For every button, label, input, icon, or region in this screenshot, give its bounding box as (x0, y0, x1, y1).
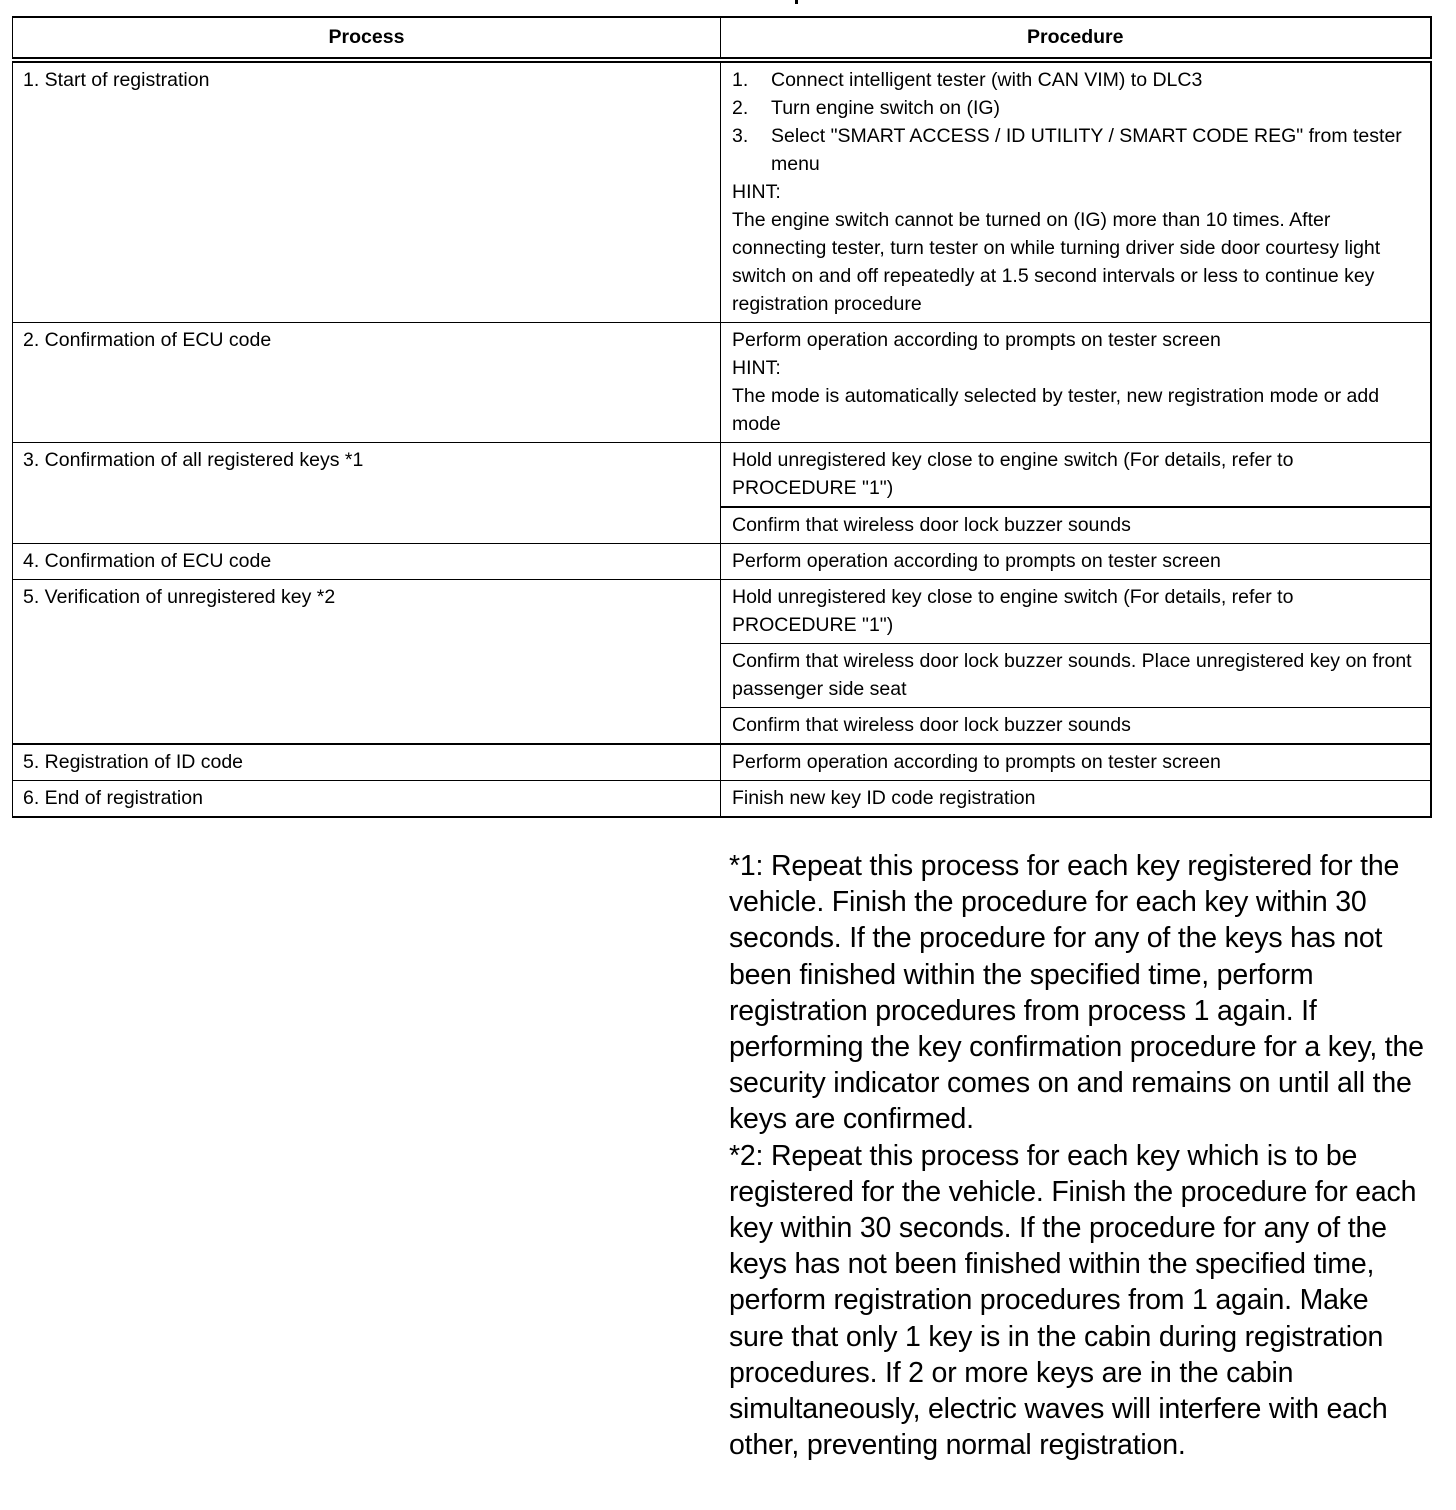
procedure-cell: Confirm that wireless door lock buzzer sounds (721, 708, 1431, 745)
table-row (13, 323, 1431, 443)
process-cell: 3. Confirmation of all registered keys *1 (13, 443, 721, 544)
step-list (732, 66, 1420, 178)
step-text: Connect intelligent tester (with CAN VIM) to DLC3 (771, 69, 1203, 91)
footnotes (729, 848, 1429, 1463)
process-cell: 1. Start of registration (13, 60, 721, 323)
process-cell: 2. Confirmation of ECU code (13, 323, 721, 443)
step-number: 2. (732, 97, 749, 119)
footnote-2: *2: Repeat this process for each key which is to be registered for the vehicle. Finish the procedure for each key within 30 seconds. If the procedure for any of the keys has not been finished within the specified time, perform registration procedures from 1 again. Make sure that only 1 key is in the cabin during registration procedures. If 2 or more keys are in the cabin simultaneously, electric waves will interfere with each other, preventing normal registration. (729, 1139, 1417, 1462)
step-item (732, 122, 1420, 178)
step-number: 3. (732, 125, 749, 147)
procedure-text: Perform operation according to prompts on tester screen (732, 329, 1221, 351)
hint-text: The engine switch cannot be turned on (IG) more than 10 times. After connecting tester, turn tester on while turning driver side door courtesy light switch on and off repeatedly at 1.5 second intervals or less to continue key registration procedure (732, 209, 1381, 315)
table-row (13, 60, 1431, 323)
table-row (13, 744, 1431, 781)
step-number: 1. (732, 69, 749, 91)
column-header-process: Process (13, 17, 721, 60)
table-row (13, 580, 1431, 644)
table-header-row (13, 17, 1431, 60)
procedure-cell (721, 323, 1431, 443)
step-text: Turn engine switch on (IG) (771, 97, 1001, 119)
hint-label: HINT: (732, 181, 781, 203)
footnote-1: *1: Repeat this process for each key registered for the vehicle. Finish the procedure for each key within 30 seconds. If the procedure for any of the keys has not been finished within the specified time, perform registration procedures from process 1 again. If performing the key confirmation procedure for a key, the security indicator comes on and remains on until all the keys are confirmed. (729, 850, 1424, 1136)
table-row (13, 781, 1431, 818)
procedure-cell: Hold unregistered key close to engine switch (For details, refer to PROCEDURE "1") (721, 443, 1431, 508)
step-text: Select "SMART ACCESS / ID UTILITY / SMART CODE REG" from tester menu (771, 125, 1402, 175)
table-row (13, 443, 1431, 508)
process-cell: 4. Confirmation of ECU code (13, 544, 721, 580)
procedure-cell: Perform operation according to prompts on tester screen (721, 544, 1431, 580)
procedure-cell (721, 60, 1431, 323)
process-cell: 5. Verification of unregistered key *2 (13, 580, 721, 745)
procedure-cell: Confirm that wireless door lock buzzer sounds (721, 507, 1431, 544)
cropped-text-fragment (795, 0, 798, 4)
procedure-cell: Confirm that wireless door lock buzzer sounds. Place unregistered key on front passenger side seat (721, 644, 1431, 708)
procedure-cell: Hold unregistered key close to engine switch (For details, refer to PROCEDURE "1") (721, 580, 1431, 644)
column-header-procedure: Procedure (721, 17, 1431, 60)
procedure-cell: Perform operation according to prompts on tester screen (721, 744, 1431, 781)
procedure-cell: Finish new key ID code registration (721, 781, 1431, 818)
registration-procedure-table (12, 16, 1432, 818)
hint-text: The mode is automatically selected by tester, new registration mode or add mode (732, 385, 1380, 435)
table-row (13, 544, 1431, 580)
process-cell: 5. Registration of ID code (13, 744, 721, 781)
process-cell: 6. End of registration (13, 781, 721, 818)
hint-label: HINT: (732, 357, 781, 379)
step-item (732, 94, 1420, 122)
step-item (732, 66, 1420, 94)
